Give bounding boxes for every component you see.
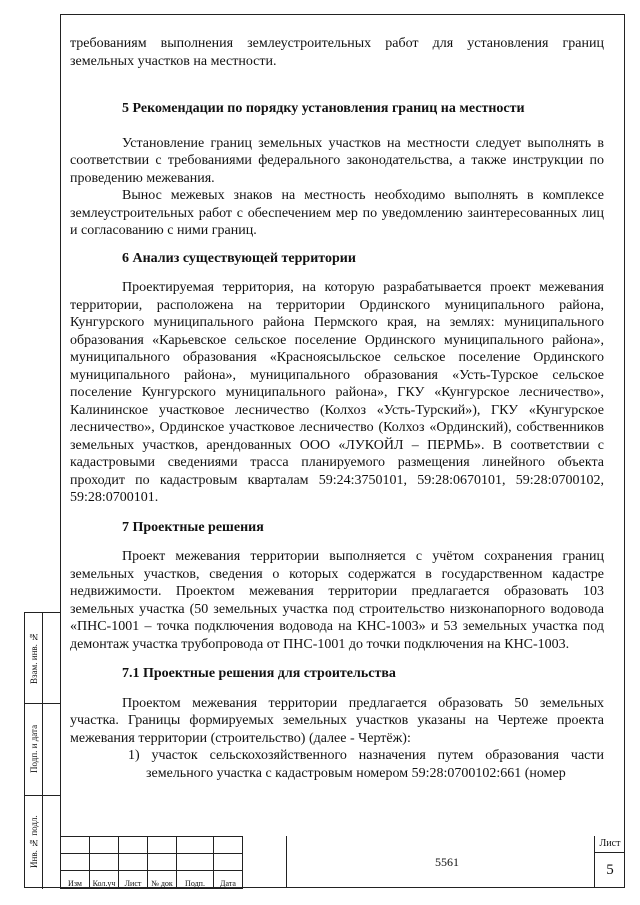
col-date: Дата <box>214 871 243 889</box>
side-stamp <box>24 612 60 888</box>
paragraph: Установление границ земельных участков на местности следует выполнять в соответствии с требованиями федерального законодательства, а также инструкции по проведению межевания. <box>70 135 604 186</box>
col-sheet: Лист <box>119 871 148 889</box>
paragraph: Проектируемая территория, на которую разрабатывается проект межевания территории, расположена на территории Ординского муниципального района, Кунгурского муниципального района Пермского края, на землях: муниципального образования «Карьевское сельское поселение Ординского муниципального района», муниципального образования «Красноясыльское сельское поселение Ординского муниципального района», муниципального образования «Усть-Турское сельское поселение Кунгурского муниципального района», ГКУ «Кунгурское лесничество», Калининское участковое лесничество (Колхоз «Усть-Турский»), ГКУ «Кунгурское лесничество», Ординское участковое лесничество (Колхоз «Ординский), собственников земельных участков, арендованных ООО «ЛУКОЙЛ – ПЕРМЬ». В соответствии с кадастровыми сведениями трасса планируемого размещения линейного объекта проходит по кадастровым кварталам 59:24:3750101, 59:28:0670101, 59:28:0700102, 59:28:0700101. <box>70 280 604 505</box>
col-change: Изм <box>61 871 90 889</box>
section-heading-6: 6 Анализ существующей территории <box>122 250 356 266</box>
list-item: 1) участок сельскохозяйственного назначения путем образования части земельного участка с кадастровым номером 59:28:0700102:661 (номер <box>128 748 604 781</box>
sheet-number: 5 <box>606 861 614 878</box>
section-heading-5: 5 Рекомендации по порядку установления границ на местности <box>122 101 525 116</box>
paragraph: Вынос межевых знаков на местность необходимо выполнять в комплексе землеустроительных работ с обеспечением мер по уведомлению заинтересованных лиц и согласованию с ними границ. <box>70 188 604 238</box>
document-number: 5561 <box>286 836 607 888</box>
signature-date-label: Подп. и дата <box>29 724 39 774</box>
sheet-label: Лист <box>595 836 625 853</box>
paragraph: Проектом межевания территории предлагается образовать 50 земельных участка. Границы формируемых земельных участков указаны на Чертеже проекта межевания территории (строительство) (далее - Чертёж): <box>70 695 604 746</box>
replacement-inventory-label: Взам. инв. № <box>29 631 39 685</box>
col-quantity: Кол.уч <box>90 871 119 889</box>
title-block <box>60 836 625 888</box>
document-body <box>70 35 604 782</box>
revision-table <box>60 836 243 889</box>
paragraph: Проект межевания территории выполняется с учётом сохранения границ земельных участков, сведения о которых содержатся в государственном кадастре недвижимости. Проектом межевания территории предлагается образовать 103 земельных участка (50 земельных участка под строительство низконапорного водовода «ПНС-1001 – точка подключения водовода на КНС-1003» и 53 земельных участка под демонтаж участка трубопровода от ПНС-1001 до точки подключения на КНС-1003. <box>70 549 604 652</box>
section-heading-7-1: 7.1 Проектные решения для строительства <box>122 666 396 681</box>
section-heading-7: 7 Проектные решения <box>122 519 264 535</box>
paragraph: требованиям выполнения землеустроительных работ для установления границ земельных участков на местности. <box>70 36 604 69</box>
col-signature: Подп. <box>177 871 214 889</box>
original-inventory-label: Инв. № подл. <box>29 815 39 869</box>
col-doc-number: № док <box>148 871 177 889</box>
sheet-box <box>594 836 625 888</box>
